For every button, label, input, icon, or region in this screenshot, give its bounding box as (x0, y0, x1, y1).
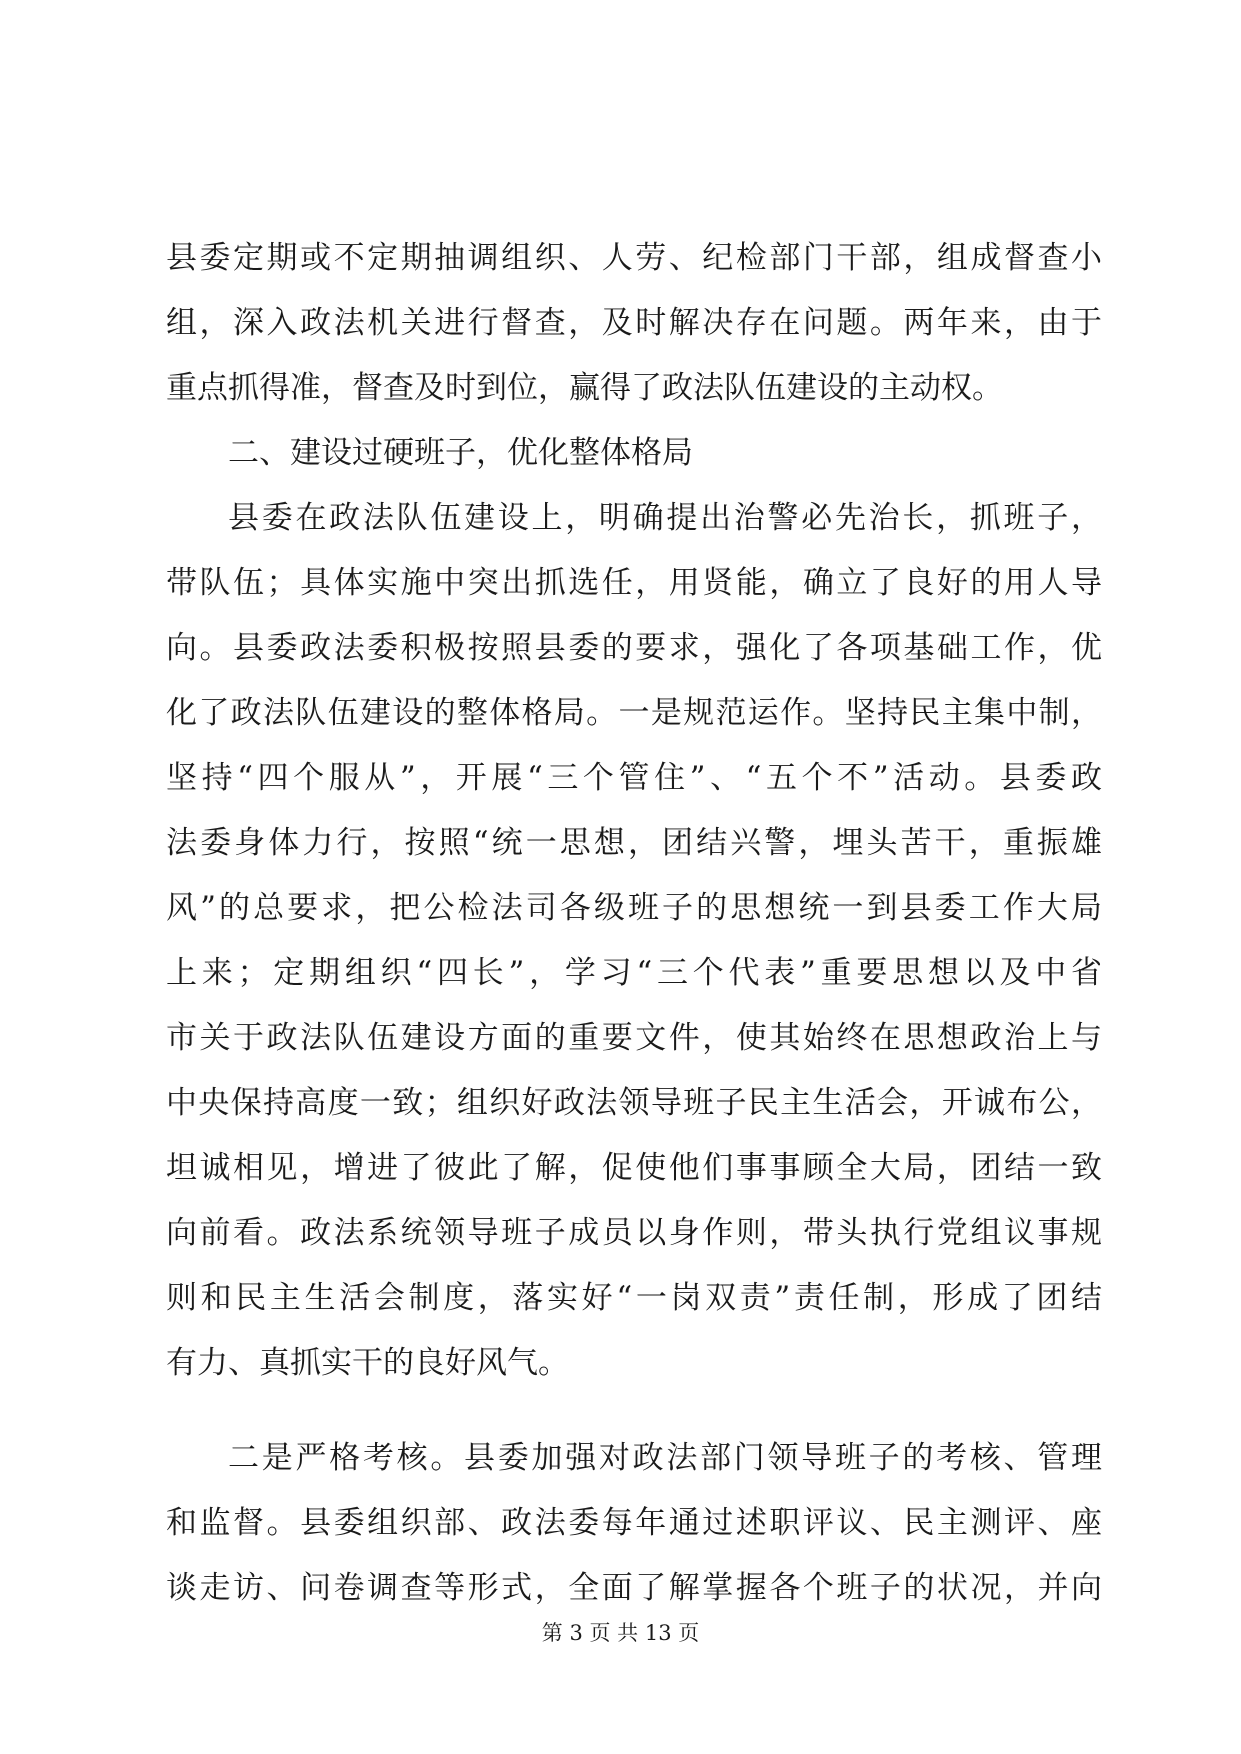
text-line: 带队伍；具体实施中突出抓选任，用贤能，确立了良好的用人导 (166, 565, 1102, 601)
paragraph (166, 226, 1102, 421)
text-line: 法委身体力行，按照“统一思想，团结兴警，埋头苦干，重振雄 (166, 825, 1102, 861)
paragraph (166, 486, 1102, 1396)
page-number-label: 第 3 页 共 13 页 (541, 1621, 700, 1645)
text-line: 坦诚相见，增进了彼此了解，促使他们事事顾全大局，团结一致 (166, 1150, 1102, 1186)
text-line: 县委在政法队伍建设上，明确提出治警必先治长，抓班子， (228, 500, 1102, 536)
section-heading (166, 421, 1102, 486)
text-line: 市关于政法队伍建设方面的重要文件，使其始终在思想政治上与 (166, 1020, 1102, 1056)
text-line: 谈走访、问卷调查等形式，全面了解掌握各个班子的状况，并向 (166, 1570, 1102, 1606)
text-line: 有力、真抓实干的良好风气。 (166, 1345, 569, 1381)
text-line: 向。县委政法委积极按照县委的要求，强化了各项基础工作，优 (166, 630, 1102, 666)
text-line: 风”的总要求，把公检法司各级班子的思想统一到县委工作大局 (166, 890, 1102, 926)
text-line: 上来；定期组织“四长”，学习“三个代表”重要思想以及中省 (166, 955, 1102, 991)
text-line: 则和民主生活会制度，落实好“一岗双责”责任制，形成了团结 (166, 1280, 1102, 1316)
text-line: 化了政法队伍建设的整体格局。一是规范运作。坚持民主集中制， (166, 695, 1102, 731)
text-line: 组，深入政法机关进行督查，及时解决存在问题。两年来，由于 (166, 305, 1102, 341)
heading-text: 二、建设过硬班子，优化整体格局 (228, 435, 693, 471)
paragraph (166, 1426, 1102, 1621)
text-line: 县委定期或不定期抽调组织、人劳、纪检部门干部，组成督查小 (166, 240, 1102, 276)
text-line: 中央保持高度一致；组织好政法领导班子民主生活会，开诚布公， (166, 1085, 1102, 1121)
document-body (166, 226, 1102, 1621)
text-line: 向前看。政法系统领导班子成员以身作则，带头执行党组议事规 (166, 1215, 1102, 1251)
text-line: 和监督。县委组织部、政法委每年通过述职评议、民主测评、座 (166, 1505, 1102, 1541)
text-line: 重点抓得准，督查及时到位，赢得了政法队伍建设的主动权。 (166, 370, 1003, 406)
text-line: 二是严格考核。县委加强对政法部门领导班子的考核、管理 (228, 1440, 1102, 1476)
paragraph-gap (166, 1396, 1102, 1426)
page-footer (0, 1618, 1241, 1648)
text-line: 坚持“四个服从”，开展“三个管住”、“五个不”活动。县委政 (166, 760, 1102, 796)
